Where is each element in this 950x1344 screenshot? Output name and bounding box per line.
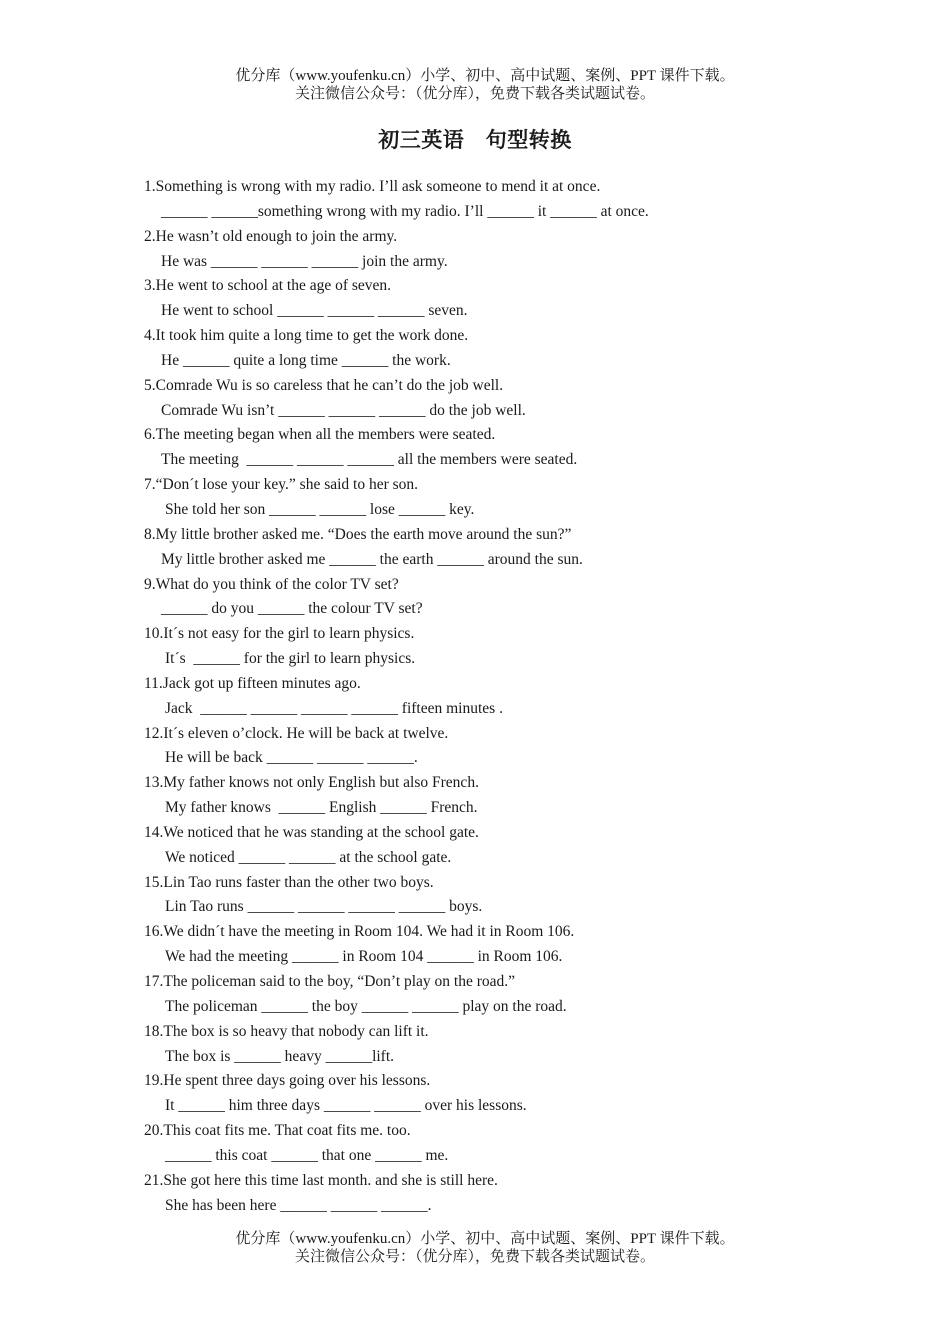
question-sentence: 11.Jack got up fifteen minutes ago. (144, 674, 361, 692)
question-item (144, 523, 904, 573)
answer-blank-sentence: He will be back ______ ______ ______. (165, 749, 418, 767)
question-item (144, 473, 904, 523)
question-item (144, 1169, 904, 1219)
question-item (144, 1020, 904, 1070)
question-sentence: 5.Comrade Wu is so careless that he can’t do the job well. (144, 376, 504, 394)
question-sentence: 18.The box is so heavy that nobody can lift it. (144, 1022, 429, 1040)
question-sentence: 4.It took him quite a long time to get the work done. (144, 327, 469, 345)
answer-blank-sentence: The policeman ______ the boy ______ ______ play on the road. (165, 997, 567, 1015)
answer-blank-sentence: Comrade Wu isn’t ______ ______ ______ do the job well. (161, 401, 526, 419)
header-line-2: 关注微信公众号：（优分库），免费下载各类试题试卷。 (294, 86, 655, 102)
question-sentence: 20.This coat fits me. That coat fits me. too. (144, 1122, 411, 1140)
answer-blank-sentence: My little brother asked me ______ the earth ______ around the sun. (161, 550, 583, 568)
question-sentence: 19.He spent three days going over his lessons. (144, 1072, 431, 1090)
header-line-1: 优分库（www.youfenku.cn）小学、初中、高中试题、案例、PPT 课件下载。 (235, 68, 735, 84)
answer-blank-sentence: She told her son ______ ______ lose ______ key. (165, 500, 475, 518)
answer-blank-sentence: He ______ quite a long time ______ the work. (161, 351, 451, 369)
question-sentence: 1.Something is wrong with my radio. I’ll ask someone to mend it at once. (144, 178, 601, 195)
answer-blank-sentence: The meeting ______ ______ ______ all the members were seated. (161, 451, 578, 469)
question-item (144, 374, 904, 424)
answer-blank-sentence: ______ do you ______ the colour TV set? (161, 600, 423, 618)
document-title: 初三英语 句型转换 (378, 128, 572, 152)
question-item (144, 722, 904, 772)
answer-blank-sentence: He went to school ______ ______ ______ seven. (161, 302, 468, 320)
question-sentence: 6.The meeting began when all the members were seated. (144, 426, 496, 444)
answer-blank-sentence: It ______ him three days ______ ______ over his lessons. (165, 1097, 527, 1115)
question-item (144, 1119, 904, 1169)
question-sentence: 10.It´s not easy for the girl to learn physics. (144, 625, 415, 643)
question-item (144, 871, 904, 921)
answer-blank-sentence: ______ ______something wrong with my radio. I’ll ______ it ______ at once. (161, 202, 649, 220)
question-sentence: 21.She got here this time last month. and she is still here. (144, 1171, 498, 1189)
answer-blank-sentence: ______ this coat ______ that one ______ me. (165, 1146, 449, 1164)
answer-blank-sentence: He was ______ ______ ______ join the army. (161, 252, 448, 270)
answer-blank-sentence: She has been here ______ ______ ______. (165, 1196, 432, 1214)
answer-blank-sentence: My father knows ______ English ______ French. (165, 799, 478, 817)
answer-blank-sentence: The box is ______ heavy ______lift. (165, 1047, 395, 1065)
question-sentence: 15.Lin Tao runs faster than the other two boys. (144, 873, 434, 891)
page-footer (0, 1230, 950, 1266)
question-item (144, 622, 904, 672)
page-header (0, 67, 950, 103)
question-item (144, 771, 904, 821)
footer-line-1: 优分库（www.youfenku.cn）小学、初中、高中试题、案例、PPT 课件下载。 (235, 1231, 735, 1247)
question-sentence: 12.It´s eleven o’clock. He will be back at twelve. (144, 724, 449, 742)
question-item (144, 1069, 904, 1119)
question-item (144, 175, 904, 225)
question-item (144, 573, 904, 623)
answer-blank-sentence: Jack ______ ______ ______ ______ fifteen minutes . (165, 699, 503, 717)
question-item (144, 821, 904, 871)
question-sentence: 2.He wasn’t old enough to join the army. (144, 227, 398, 245)
question-item (144, 423, 904, 473)
question-item (144, 672, 904, 722)
question-sentence: 13.My father knows not only English but also French. (144, 774, 479, 792)
question-item (144, 274, 904, 324)
answer-blank-sentence: We noticed ______ ______ at the school gate. (165, 848, 452, 866)
question-sentence: 16.We didn´t have the meeting in Room 104. We had it in Room 106. (144, 923, 575, 941)
answer-blank-sentence: We had the meeting ______ in Room 104 ______ in Room 106. (165, 948, 563, 966)
question-sentence: 17.The policeman said to the boy, “Don’t play on the road.” (144, 973, 516, 990)
question-sentence: 7.“Don´t lose your key.” she said to her son. (144, 476, 419, 494)
answer-blank-sentence: Lin Tao runs ______ ______ ______ ______ boys. (165, 898, 483, 916)
question-item (144, 324, 904, 374)
question-sentence: 3.He went to school at the age of seven. (144, 277, 392, 295)
question-item (144, 225, 904, 275)
question-sentence: 8.My little brother asked me. “Does the earth move around the sun?” (144, 525, 572, 543)
question-sentence: 14.We noticed that he was standing at the school gate. (144, 823, 479, 841)
question-list (144, 175, 904, 1218)
answer-blank-sentence: It´s ______ for the girl to learn physics. (165, 650, 416, 668)
footer-line-2: 关注微信公众号：（优分库），免费下载各类试题试卷。 (294, 1249, 655, 1265)
question-item (144, 920, 904, 970)
question-item (144, 970, 904, 1020)
question-sentence: 9.What do you think of the color TV set? (144, 575, 399, 593)
